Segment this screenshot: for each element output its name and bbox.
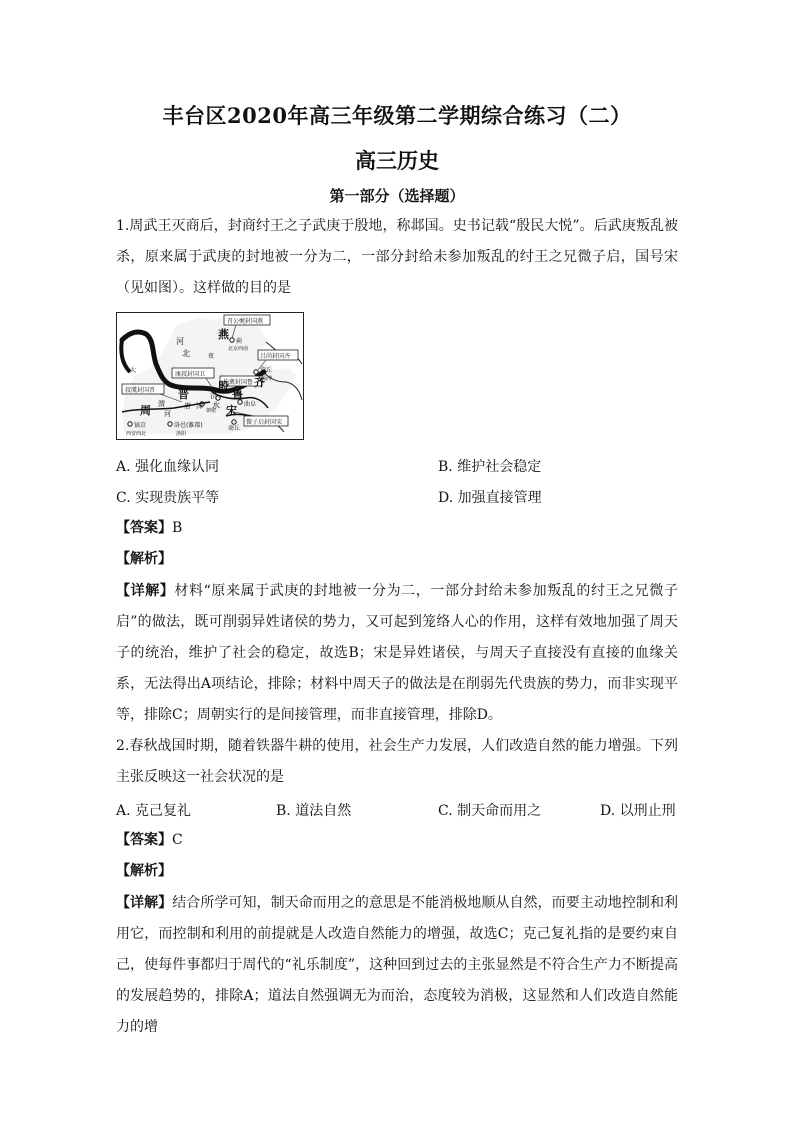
detail-text: 材料“原来属于武庚的封地被一分为二，一部分封给未参加叛乱的纣王之兄微子启”的做法，既可削弱异姓诸侯的势力，又可起到笼络人心的作用，这样有效地加强了周天子的统治，维护了社会的稳定，故选B；宋是异姓诸侯，与周天子直接没有直接的血缘关系，无法得出A项结论，排除；材料中周天子的做法是在削弱先代贵族的势力，而非实现平等，排除C；周朝实行的是间接管理，而非直接管理，排除D。 (116, 583, 679, 723)
section-heading: 第一部分（选择题） (329, 187, 465, 205)
detail-label: 【详解】 (116, 583, 175, 599)
map-label: 河 (164, 410, 171, 418)
map-label: 晋 (178, 388, 189, 401)
answer-label: 【答案】 (116, 520, 172, 536)
document-title: 丰台区2020年高三年级第二学期综合练习（二） (162, 103, 632, 128)
map-label: 周 (140, 404, 151, 417)
answer-label: 【答案】 (116, 832, 172, 848)
map-label: 西安西北 (126, 431, 147, 437)
q1-stem: 1.周武王灭商后，封商纣王之子武庚于殷地，称邶国。史书记载“殷民大悦”。后武庚叛乱被杀，原来属于武庚的封地被一分为二，一部分封给未参加叛乱的纣王之兄微子启，国号宋（见如图）。这样做的目的是 (116, 218, 678, 296)
map-label: 洛阳 (176, 431, 187, 437)
map-label: 宋 (226, 404, 237, 417)
q1-detail (116, 576, 678, 731)
map-label: 渭 (158, 400, 165, 408)
map-label: 北京西南 (228, 346, 249, 352)
q2-option-a: A. 克己复礼 (116, 803, 192, 819)
answer-value: C (172, 832, 183, 848)
map-label: 微子启封国宋 (246, 419, 283, 426)
map-label: 燕 (218, 328, 229, 341)
map-label: 水 (212, 401, 220, 410)
map-label: 唐 (184, 402, 191, 410)
q2-option-b: B. 道法自然 (276, 803, 352, 819)
map-label: 济 (210, 391, 218, 400)
q2-detail (116, 888, 678, 1043)
map-label: 商丘 (228, 425, 241, 432)
q2-option-c: C. 制天命而用之 (438, 803, 542, 819)
map-label: 洛邑(雒都) (174, 422, 203, 429)
q1-option-d: D. 加强直接管理 (438, 490, 542, 506)
q2-option-d: D. 以刑止刑 (600, 803, 676, 819)
map-label: 蓟 (236, 338, 243, 345)
map-label: 镐京 (134, 422, 147, 429)
map-label: 朝歌 (206, 408, 217, 414)
q1-option-a: A. 强化血缘认同 (116, 459, 220, 475)
map-label: 齐 (254, 376, 265, 389)
q1-answer (116, 518, 182, 538)
map-label: 殷 (218, 380, 229, 393)
map-label: 康叔封国卫 (175, 371, 206, 378)
q2-stem: 2.春秋战国时期，随着铁器牛耕的使用，社会生产力发展，人们改造自然的能力增强。下列主张反映这一社会状况的是 (116, 738, 678, 785)
map-label: 叔虞封国晋 (125, 387, 156, 394)
q1-option-c: C. 实现贵族平等 (116, 490, 220, 506)
map-label: 河 (176, 337, 184, 346)
map-label: 营丘 (260, 367, 273, 374)
map-label: 夜 (208, 353, 215, 360)
map-figure (116, 312, 304, 440)
map-label: 沬 (196, 402, 203, 410)
answer-value: B (172, 520, 183, 536)
map-label: 北 (182, 349, 190, 358)
document-subject: 高三历史 (355, 148, 439, 173)
map-label: 吕尚封国齐 (260, 353, 291, 360)
map-label: 召公奭封国燕 (227, 318, 264, 325)
map-label: 伯禽封国鲁 (223, 379, 254, 386)
map-label: 淄博 (262, 376, 273, 382)
q1-option-b: B. 维护社会稳定 (438, 459, 542, 475)
q1-analysis-label: 【解析】 (116, 551, 172, 567)
map-label: 鲁 (232, 388, 243, 401)
map-label: 曲阜 (244, 401, 257, 408)
detail-text: 结合所学可知，制天命而用之的意思是不能消极地顺从自然，而要主动地控制和利用它，而控制和利用的前提就是人改造自然能力的增强，故选C；克己复礼指的是要约束自己，使每件事都归于周代的“礼乐制度”，这种回到过去的主张显然是不符合生产力不断提高的发展趋势的，排除A；道法自然强调无为而治，态度较为消极，这显然和人们改造自然能力的增 (116, 895, 679, 1035)
map-label: 大 (130, 367, 137, 374)
q2-answer (116, 830, 183, 850)
detail-label: 【详解】 (116, 895, 173, 911)
q2-analysis-label: 【解析】 (116, 863, 172, 879)
